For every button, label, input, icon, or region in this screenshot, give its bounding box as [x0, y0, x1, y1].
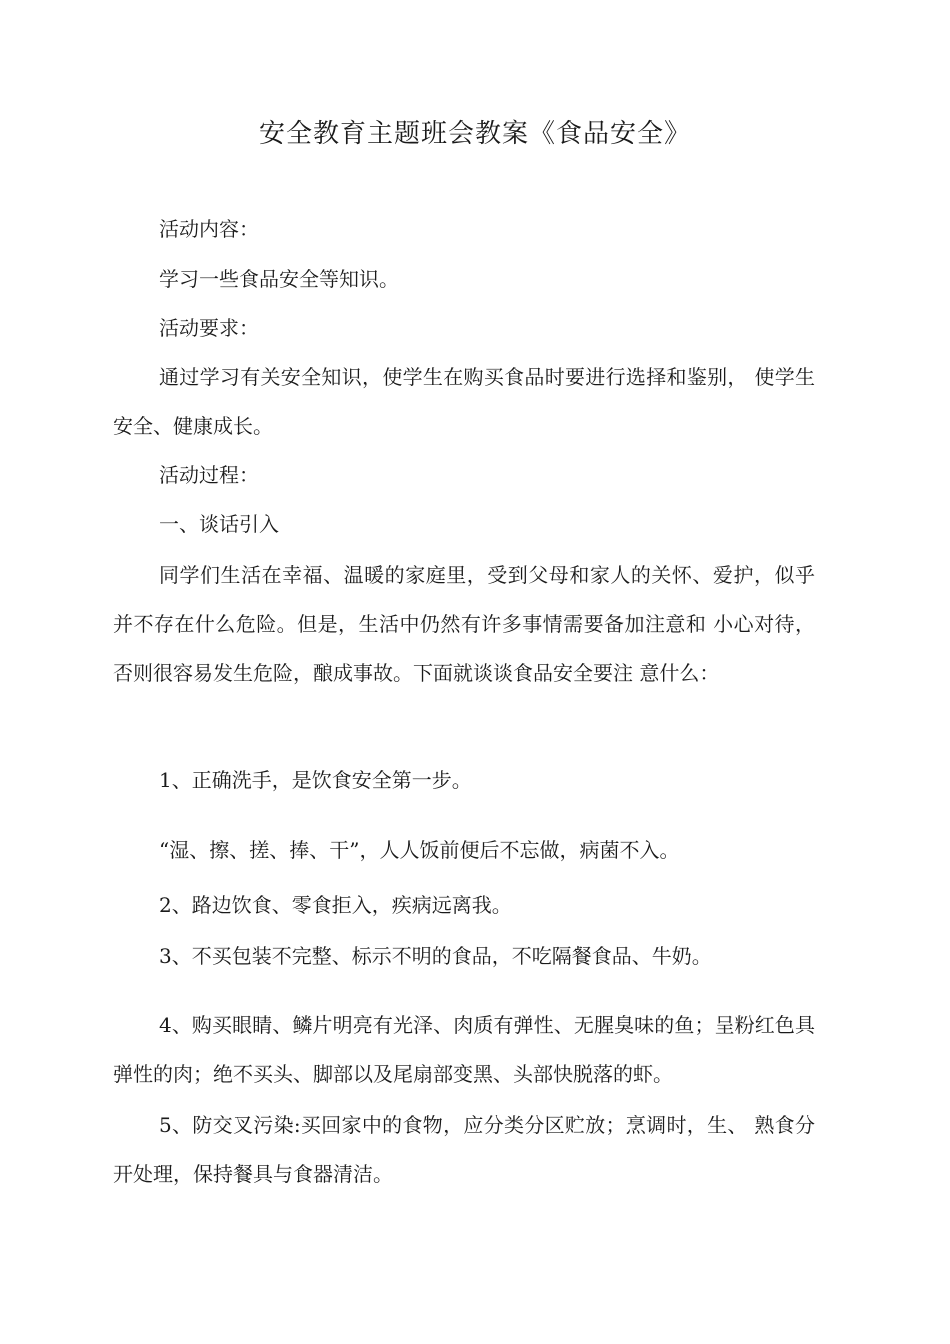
paragraph-activity-requirements: 通过学习有关安全知识，使学生在购买食品时要进行选择和鉴别， 使学生安全、健康成长。	[113, 365, 815, 438]
document-title: 安全教育主题班会教案《食品安全》	[258, 119, 691, 149]
paragraph-handwash-slogan: “湿、擦、搓、捧、干”，人人饭前便后不忘做，病菌不入。	[159, 838, 680, 862]
paragraph-item-5: 5、防交叉污染:买回家中的食物，应分类分区贮放；烹调时，生、 熟食分开处理，保持餐具与食器清洁。	[113, 1113, 815, 1186]
paragraph-section-one-heading: 一、谈话引入	[159, 512, 279, 536]
paragraph-activity-content: 学习一些食品安全等知识。	[159, 267, 399, 291]
paragraph-item-3: 3、不买包装不完整、标示不明的食品，不吃隔餐食品、牛奶。	[159, 944, 712, 968]
paragraph-item-1: 1、正确洗手，是饮食安全第一步。	[159, 768, 472, 792]
paragraph-introduction: 同学们生活在幸福、温暖的家庭里，受到父母和家人的关怀、爱护，似乎并不存在什么危险。但是，生活中仍然有许多事情需要备加注意和 小心对待，否则很容易发生危险，酿成事故。下面就谈谈食品安全要注 意什么：	[113, 563, 815, 685]
paragraph-activity-content-heading: 活动内容：	[159, 217, 259, 241]
paragraph-activity-requirements-heading: 活动要求：	[159, 316, 259, 340]
paragraph-item-4: 4、购买眼睛、鳞片明亮有光泽、肉质有弹性、无腥臭味的鱼；呈粉红色具弹性的肉；绝不买头、脚部以及尾扇部变黑、头部快脱落的虾。	[113, 1013, 815, 1086]
paragraph-activity-process-heading: 活动过程：	[159, 463, 259, 487]
paragraph-item-2: 2、路边饮食、零食拒入，疾病远离我。	[159, 893, 512, 917]
